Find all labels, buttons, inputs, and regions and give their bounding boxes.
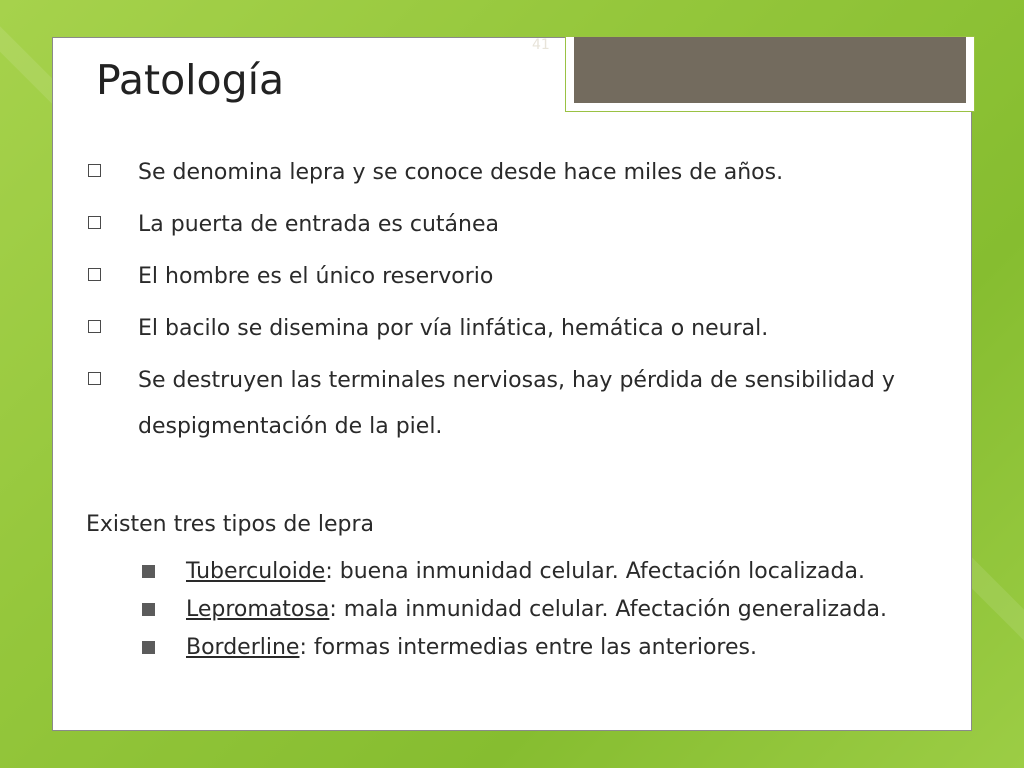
bullet-text: Se denomina lepra y se conoce desde hace miles de años. — [138, 160, 784, 185]
type-item — [140, 633, 900, 663]
filled-square-bullet-icon — [142, 603, 155, 616]
bullet-text: Se destruyen las terminales nerviosas, hay pérdida de sensibilidad y despigmentación de la piel. — [138, 368, 895, 439]
hollow-square-bullet-icon — [88, 320, 101, 333]
type-term: Tuberculoide — [186, 559, 326, 584]
type-term: Lepromatosa — [186, 597, 330, 622]
slide-number: 41 — [532, 37, 550, 53]
type-term: Borderline — [186, 635, 300, 660]
type-item — [140, 557, 900, 587]
bullet-item — [86, 202, 906, 248]
bullet-item — [86, 306, 906, 352]
type-item — [140, 595, 900, 625]
hollow-square-bullet-icon — [88, 372, 101, 385]
filled-square-bullet-icon — [142, 565, 155, 578]
slide-title: Patología — [96, 56, 285, 104]
bullet-text: El bacilo se disemina por vía linfática, hemática o neural. — [138, 316, 769, 341]
bullet-list — [86, 150, 906, 450]
types-heading: Existen tres tipos de lepra — [86, 512, 375, 537]
bullet-item — [86, 254, 906, 300]
bullet-text: El hombre es el único reservorio — [138, 264, 494, 289]
bullet-item — [86, 150, 906, 196]
hollow-square-bullet-icon — [88, 216, 101, 229]
filled-square-bullet-icon — [142, 641, 155, 654]
hollow-square-bullet-icon — [88, 268, 101, 281]
slide-number-frame — [565, 36, 975, 112]
types-list — [140, 557, 900, 671]
bullet-item — [86, 358, 906, 450]
hollow-square-bullet-icon — [88, 164, 101, 177]
bullet-text: La puerta de entrada es cutánea — [138, 212, 499, 237]
slide-number-block — [574, 37, 966, 103]
type-description: : formas intermedias entre las anteriores. — [299, 635, 757, 660]
type-description: : buena inmunidad celular. Afectación localizada. — [325, 559, 865, 584]
type-description: : mala inmunidad celular. Afectación generalizada. — [329, 597, 887, 622]
